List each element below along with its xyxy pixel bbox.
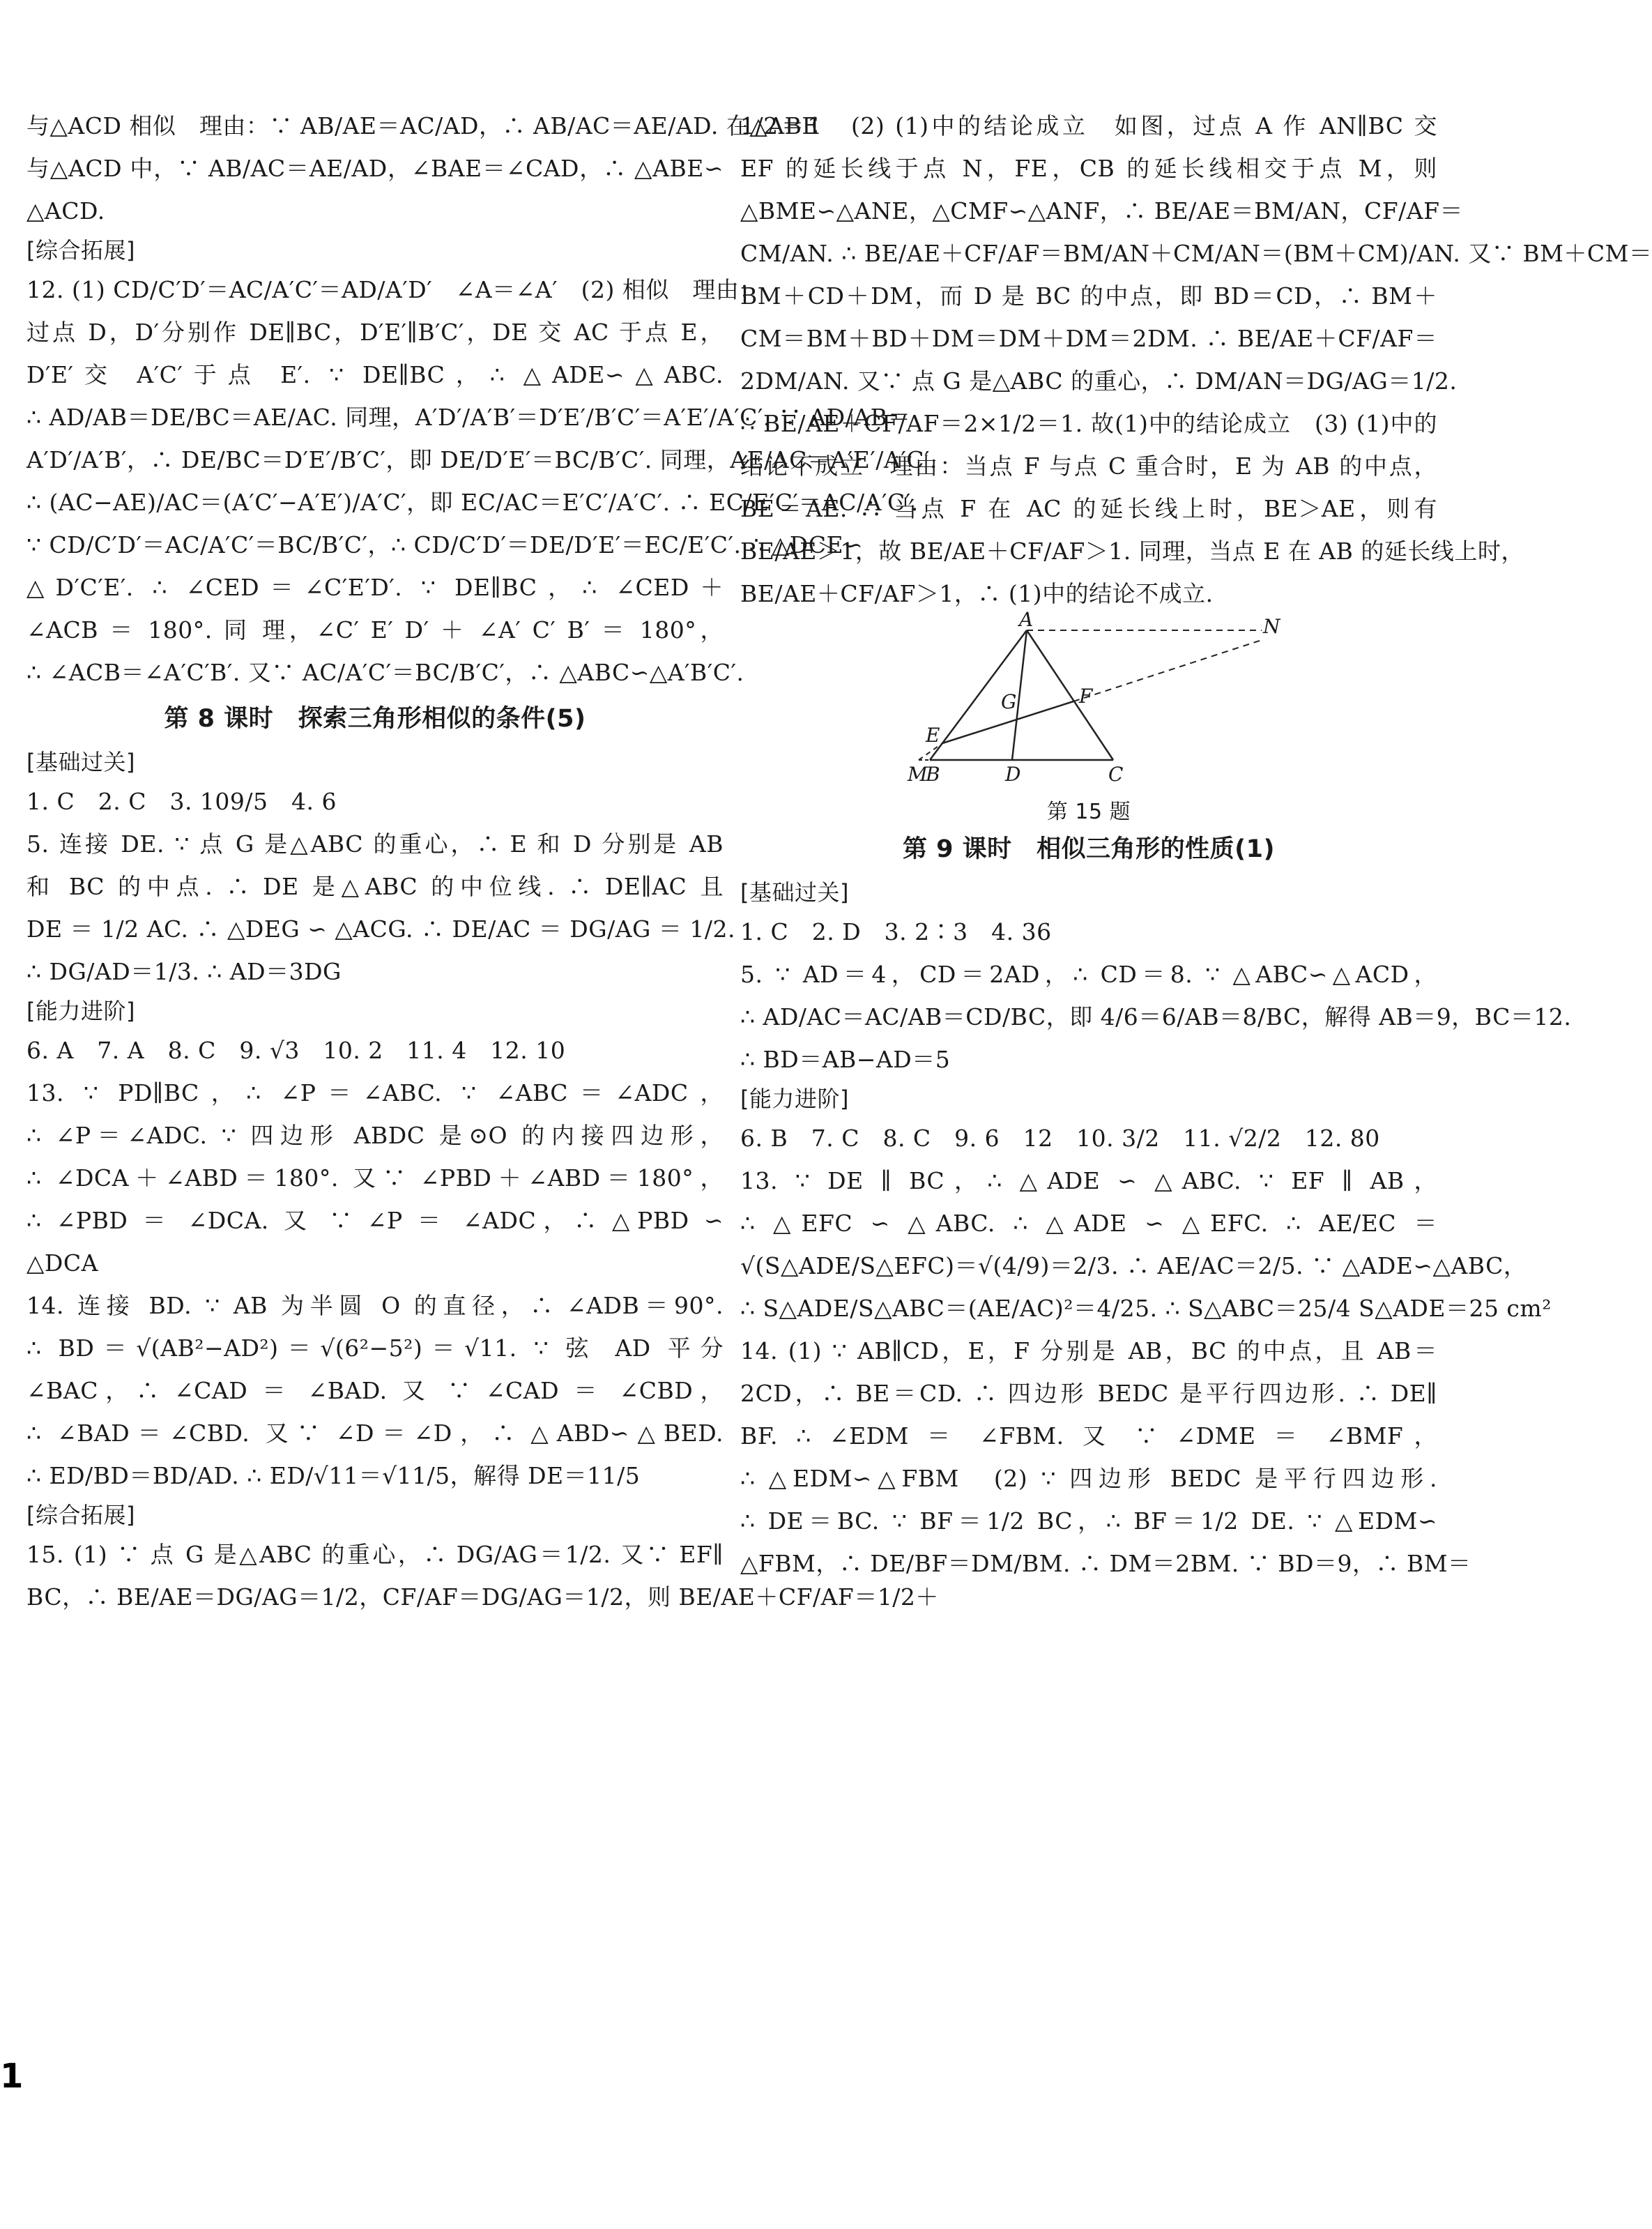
text-line: △ACD.	[26, 197, 105, 225]
section-tag: [综合拓展]	[26, 1502, 135, 1528]
text-line: 13. ∵ PD∥BC，∴ ∠P＝∠ABC. ∵ ∠ABC＝∠ADC，	[26, 1079, 724, 1106]
text-line: EF 的延长线于点 N，FE，CB 的延长线相交于点 M，则	[740, 155, 1437, 182]
text-line: 和 BC 的中点. ∴ DE 是△ABC 的中位线. ∴ DE∥AC 且	[26, 873, 724, 900]
text-line: ∴ ∠BAD＝∠CBD. 又∵ ∠D＝∠D，∴ △ABD∽△BED.	[26, 1420, 724, 1447]
label-N: N	[1263, 615, 1280, 638]
page-number: 1	[0, 2057, 24, 2096]
text-line: 过点 D，D′分别作 DE∥BC，D′E′∥B′C′，DE 交 AC 于点 E，	[26, 319, 724, 346]
text-line: 结论不成立 理由：当点 F 与点 C 重合时，E 为 AB 的中点，	[740, 452, 1437, 480]
text-line: BC，∴ BE/AE＝DG/AG＝1/2，CF/AF＝DG/AG＝1/2，则 BE/AE＋CF/AF＝1/2＋	[26, 1583, 939, 1611]
text-line: 与△ACD 中，∵ AB/AC＝AE/AD，∠BAE＝∠CAD，∴ △ABE∽	[26, 155, 724, 182]
label-B: B	[926, 763, 941, 786]
segment-AC	[1027, 630, 1113, 760]
label-E: E	[926, 724, 940, 747]
text-line: ∠ACB ＝ 180°. 同 理，∠C′ E′ D′ ＋ ∠A′ C′ B′ ＝ 180°，	[26, 616, 724, 644]
text-line: △D′C′E′. ∴ ∠CED＝∠C′E′D′. ∵ DE∥BC，∴ ∠CED＋	[26, 574, 724, 601]
text-line: △BME∽△ANE，△CMF∽△ANF，∴ BE/AE＝BM/AN，CF/AF＝	[740, 197, 1464, 225]
text-line: ∴ BD＝√(AB²−AD²)＝√(6²−5²)＝√11. ∵ 弦 AD 平分	[26, 1334, 724, 1362]
text-line: ∴ △EFC ∽ △ABC. ∴ △ADE ∽ △EFC. ∴ AE/EC ＝	[740, 1210, 1437, 1237]
text-line: D′E′交 A′C′于点 E′. ∵ DE∥BC，∴ △ADE∽△ABC.	[26, 361, 724, 388]
label-F: F	[1079, 685, 1093, 708]
text-line: 2CD，∴ BE＝CD. ∴ 四边形 BEDC 是平行四边形. ∴ DE∥	[740, 1380, 1437, 1407]
text-line: 1. C 2. D 3. 2∶3 4. 36	[740, 918, 1052, 945]
text-line: △DCA	[26, 1249, 98, 1277]
right-column	[740, 105, 1652, 1585]
figure-15	[740, 608, 1437, 824]
section-tag: [能力进阶]	[26, 998, 135, 1024]
text-line: DE ＝ 1/2 AC. ∴ △DEG ∽ △ACG. ∴ DE/AC ＝ DG/AG ＝ 1/2.	[26, 915, 735, 943]
section-tag: [能力进阶]	[740, 1086, 849, 1112]
text-line: BE＝AE. ∴ 当点 F 在 AC 的延长线上时，BE＞AE，则有	[740, 495, 1437, 522]
text-line: ∴ ∠P＝∠ADC. ∵ 四边形 ABDC 是⊙O 的内接四边形，	[26, 1122, 724, 1149]
text-line: 5. 连接 DE. ∵ 点 G 是△ABC 的重心，∴ E 和 D 分别是 AB	[26, 830, 724, 858]
text-line: △FBM，∴ DE/BF＝DM/BM. ∴ DM＝2BM. ∵ BD＝9，∴ BM＝	[740, 1550, 1471, 1577]
text-line: ∴ DE＝BC. ∵ BF＝1/2 BC，∴ BF＝1/2 DE. ∵ △EDM∽	[740, 1507, 1437, 1535]
text-line: 15. (1) ∵ 点 G 是△ABC 的重心，∴ DG/AG＝1/2. 又∵ EF∥	[26, 1541, 724, 1568]
text-line: ∴ (AC−AE)/AC＝(A′C′−A′E′)/A′C′，即 EC/AC＝E′C′/A′C′. ∴ EC/E′C′＝AC/A′C′.	[26, 489, 919, 516]
text-line: ∠BAC，∴ ∠CAD ＝ ∠BAD. 又 ∵ ∠CAD ＝ ∠CBD，	[26, 1377, 724, 1404]
text-line: 1/2＝1 (2) (1)中的结论成立 如图，过点 A 作 AN∥BC 交	[740, 112, 1437, 139]
section-tag: [基础过关]	[740, 879, 849, 906]
text-line: ∴ △EDM∽△FBM (2) ∵ 四边形 BEDC 是平行四边形.	[740, 1465, 1437, 1492]
text-line: A′D′/A′B′，∴ DE/BC＝D′E′/B′C′，即 DE/D′E′＝BC/B′C′. 同理，AE/AC＝A′E′/A′C′.	[26, 446, 938, 473]
text-line: ∴ AD/AB＝DE/BC＝AE/AC. 同理，A′D′/A′B′＝D′E′/B′C′＝A′E′/A′C′. ∵ AD/AB＝	[26, 404, 911, 431]
text-line: ∴ BD＝AB−AD＝5	[740, 1046, 951, 1073]
label-A: A	[1019, 608, 1034, 631]
text-line: ∴ S△ADE/S△ABC＝(AE/AC)²＝4/25. ∴ S△ABC＝25/4 S△ADE＝25 cm²	[740, 1295, 1552, 1322]
text-line: ∴ ∠DCA＋∠ABD＝180°. 又∵ ∠PBD＋∠ABD＝180°，	[26, 1164, 724, 1192]
label-G: G	[1001, 690, 1017, 713]
text-line: 14. 连接 BD. ∵ AB 为半圆 O 的直径，∴ ∠ADB＝90°.	[26, 1292, 724, 1319]
text-line: ∴ ED/BD＝BD/AD. ∴ ED/√11＝√11/5，解得 DE＝11/5	[26, 1462, 641, 1489]
lesson-heading: 第 9 课时 相似三角形的性质(1)	[902, 835, 1276, 863]
figure-caption: 第 15 题	[1046, 800, 1131, 824]
text-line: BE/AE＋CF/AF＞1，∴ (1)中的结论不成立.	[740, 580, 1214, 607]
text-line: 13. ∵ DE ∥ BC，∴ △ADE ∽ △ABC. ∵ EF ∥ AB，	[740, 1167, 1437, 1194]
text-line: 6. B 7. C 8. C 9. 6 12 10. 3/2 11. √2/2 12. 80	[740, 1125, 1380, 1152]
text-line: ∴ DG/AD＝1/3. ∴ AD＝3DG	[26, 958, 342, 985]
text-line: ∴ ∠PBD ＝ ∠DCA. 又 ∵ ∠P ＝ ∠ADC，∴ △PBD ∽	[26, 1207, 724, 1234]
text-line: 与△ACD 相似 理由：∵ AB/AE＝AC/AD，∴ AB/AC＝AE/AD. 在△ABE	[26, 112, 819, 139]
dashed-FN	[1073, 640, 1262, 701]
text-line: ∴ ∠ACB＝∠A′C′B′. 又∵ AC/A′C′＝BC/B′C′，∴ △ABC∽△A′B′C′.	[26, 659, 744, 686]
text-line: 14. (1) ∵ AB∥CD，E，F 分别是 AB，BC 的中点，且 AB＝	[740, 1337, 1437, 1364]
label-D: D	[1005, 763, 1021, 786]
text-line: BF. ∴ ∠EDM ＝ ∠FBM. 又 ∵ ∠DME ＝ ∠BMF，	[740, 1422, 1437, 1450]
text-line: 1. C 2. C 3. 109/5 4. 6	[26, 788, 337, 815]
text-line: √(S△ADE/S△EFC)＝√(4/9)＝2/3. ∴ AE/AC＝2/5. ∵ △ADE∽△ABC，	[740, 1252, 1527, 1279]
text-line: 5. ∵ AD＝4，CD＝2AD，∴ CD＝8. ∵ △ABC∽△ACD，	[740, 961, 1437, 988]
text-line: 2DM/AN. 又∵ 点 G 是△ABC 的重心，∴ DM/AN＝DG/AG＝1/2.	[740, 367, 1458, 395]
text-line: 12. (1) CD/C′D′＝AC/A′C′＝AD/A′D′ ∠A＝∠A′ (2) 相似 理由：	[26, 276, 763, 303]
section-tag: [基础过关]	[26, 749, 135, 775]
section-tag: [综合拓展]	[26, 237, 135, 264]
text-line: BE/AE＞1，故 BE/AE＋CF/AF＞1. 同理，当点 E 在 AB 的延长线上时，	[740, 538, 1524, 565]
text-line: ∴ BE/AE＋CF/AF＝2×1/2＝1. 故(1)中的结论成立 (3) (1)中的	[740, 410, 1437, 437]
label-C: C	[1108, 763, 1124, 786]
text-line: 6. A 7. A 8. C 9. √3 10. 2 11. 4 12. 10	[26, 1037, 566, 1064]
text-line: CM＝BM＋BD＋DM＝DM＋DM＝2DM. ∴ BE/AE＋CF/AF＝	[740, 325, 1437, 352]
lesson-heading: 第 8 课时 探索三角形相似的条件(5)	[164, 705, 586, 733]
text-line: CM/AN. ∴ BE/AE＋CF/AF＝BM/AN＋CM/AN＝(BM＋CM)/AN. 又∵ BM＋CM＝	[740, 240, 1652, 267]
geometry-diagram	[852, 608, 1312, 789]
text-line: ∴ AD/AC＝AC/AB＝CD/BC，即 4/6＝6/AB＝8/BC，解得 AB＝9，BC＝12.	[740, 1003, 1572, 1030]
text-line: BM＋CD＋DM，而 D 是 BC 的中点，即 BD＝CD，∴ BM＋	[740, 282, 1437, 310]
text-line: ∵ CD/C′D′＝AC/A′C′＝BC/B′C′，∴ CD/C′D′＝DE/D′E′＝EC/E′C′. ∴ △DCE∽	[26, 531, 864, 558]
label-M: M	[908, 763, 928, 786]
